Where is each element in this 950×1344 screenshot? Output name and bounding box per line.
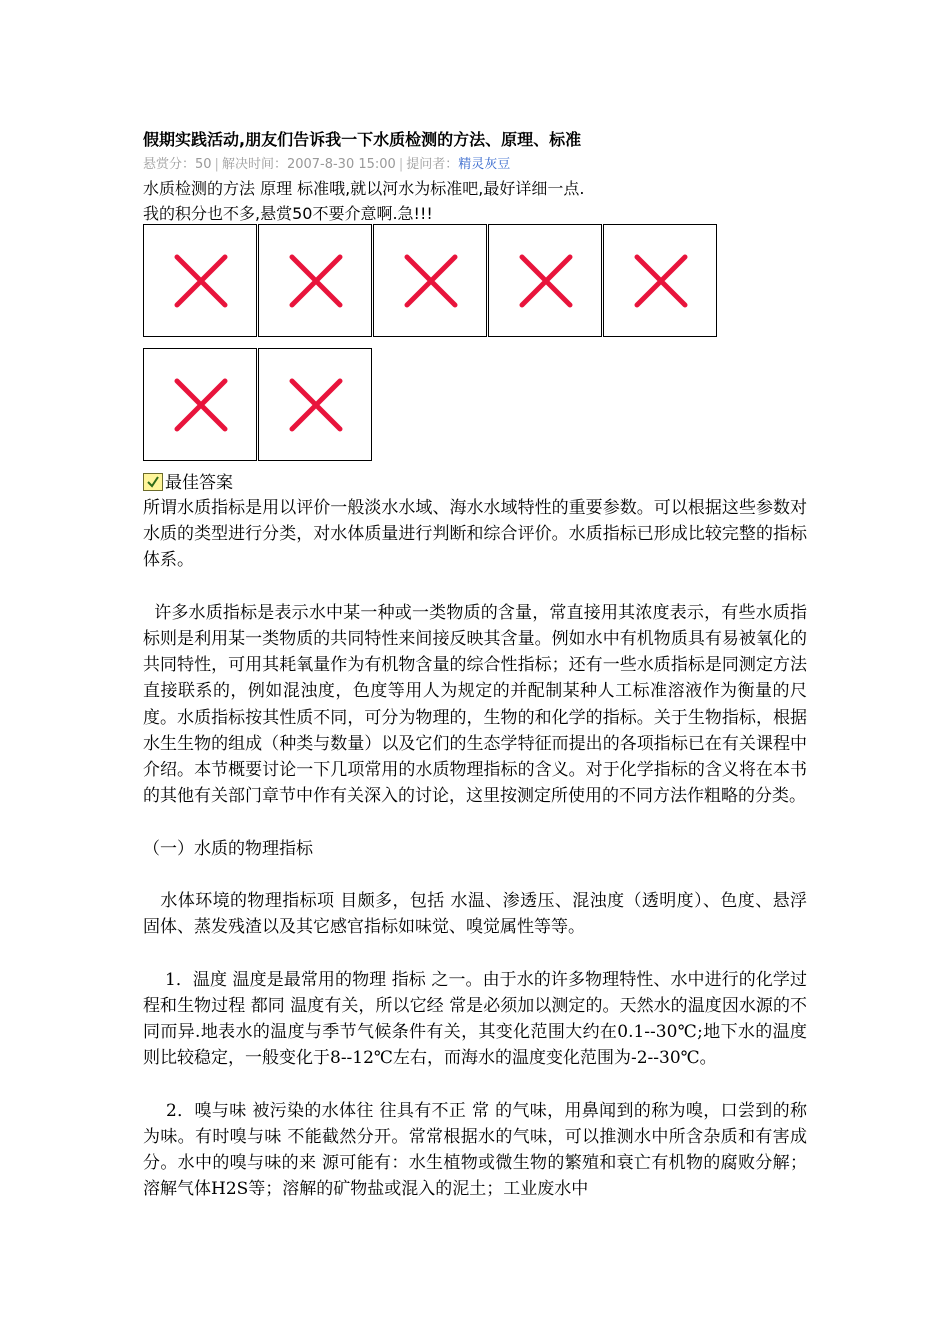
question-title: 假期实践活动,朋友们告诉我一下水质检测的方法、原理、标准: [143, 130, 582, 149]
broken-image: [258, 224, 372, 337]
best-answer-label: 最佳答案: [165, 473, 233, 493]
broken-image-red-x-icon: [518, 253, 574, 309]
answer-paragraph: 所谓水质指标是用以评价一般淡水水域、海水水域特性的重要参数。可以根据这些参数对水质的类型进行分类，对水体质量进行判断和综合评价。水质指标已形成比较完整的指标体系。: [143, 498, 807, 571]
broken-image-red-x-icon: [288, 377, 344, 433]
question-meta: [143, 153, 510, 172]
question-body: [143, 176, 584, 226]
broken-image-red-x-icon: [288, 253, 344, 309]
broken-image-red-x-icon: [173, 377, 229, 433]
broken-image-red-x-icon: [403, 253, 459, 309]
meta-separator: |: [398, 157, 404, 172]
best-answer-heading: [143, 471, 233, 495]
question-line: 我的积分也不多,悬赏50不要介意啊.急!!!: [143, 204, 433, 223]
section-heading: （一）水质的物理指标: [143, 838, 313, 859]
broken-image: [488, 224, 602, 337]
best-answer-icon: [143, 473, 163, 491]
answer-paragraph: 2．嗅与味 被污染的水体往 往具有不正 常 的气味，用鼻闻到的称为嗅，口尝到的称为味。有时嗅与味 不能截然分开。常常根据水的气味，可以推测水中所含杂质和有害成分。水中的嗅与味的来 源可能有：水生植物或微生物的繁殖和衰亡有机物的腐败分解；溶解气体H2S等；溶解的矿物盐或混入的泥土；工业废水中: [143, 1100, 807, 1200]
answer-paragraph: 水体环境的物理指标项 目颇多，包括 水温、渗透压、混浊度（透明度）、色度、悬浮固体、蒸发残渣以及其它感官指标如味觉、嗅觉属性等等。: [143, 891, 807, 938]
broken-image: [603, 224, 717, 337]
broken-image: [258, 348, 372, 461]
broken-image: [143, 348, 257, 461]
question-line: 水质检测的方法 原理 标准哦,就以河水为标准吧,最好详细一点.: [143, 179, 585, 198]
answer-body: [143, 495, 807, 1202]
answer-paragraph: 许多水质指标是表示水中某一种或一类物质的含量，常直接用其浓度表示，有些水质指标则是利用某一类物质的共同特性来间接反映其含量。例如水中有机物质具有易被氧化的共同特性，可用其耗氧量作为有机物含量的综合性指标；还有一些水质指标是同测定方法直接联系的，例如混浊度，色度等用人为规定的并配制某种人工标准溶液作为衡量的尺度。水质指标按其性质不同，可分为物理的，生物的和化学的指标。关于生物指标，根据水生生物的组成（种类与数量）以及它们的生态学特征而提出的各项指标已在有关课程中介绍。本节概要讨论一下几项常用的水质物理指标的含义。对于化学指标的含义将在本书的其他有关部门章节中作有关深入的讨论，这里按测定所使用的不同方法作粗略的分类。: [143, 602, 808, 807]
asker-link[interactable]: 精灵灰豆: [458, 157, 511, 172]
answer-paragraph: 1．温度 温度是最常用的物理 指标 之一。由于水的许多物理特性、水中进行的化学过程和生物过程 都同 温度有关，所以它经 常是必须加以测定的。天然水的温度因水源的不同而异.地表水的温度与季节气候条件有关，其变化范围大约在0.1--30℃;地下水的温度则比较稳定，一般变化于8--12℃左右，而海水的温度变化范围为-2--30℃。: [143, 969, 807, 1069]
asker-label: 提问者：: [406, 157, 459, 172]
broken-image: [373, 224, 487, 337]
broken-image: [143, 224, 257, 337]
reward-label: 悬赏分：50: [143, 157, 212, 172]
solved-time: 解决时间：2007-8-30 15:00: [221, 157, 396, 172]
broken-image-red-x-icon: [173, 253, 229, 309]
broken-image-red-x-icon: [633, 253, 689, 309]
meta-separator: |: [214, 157, 219, 172]
